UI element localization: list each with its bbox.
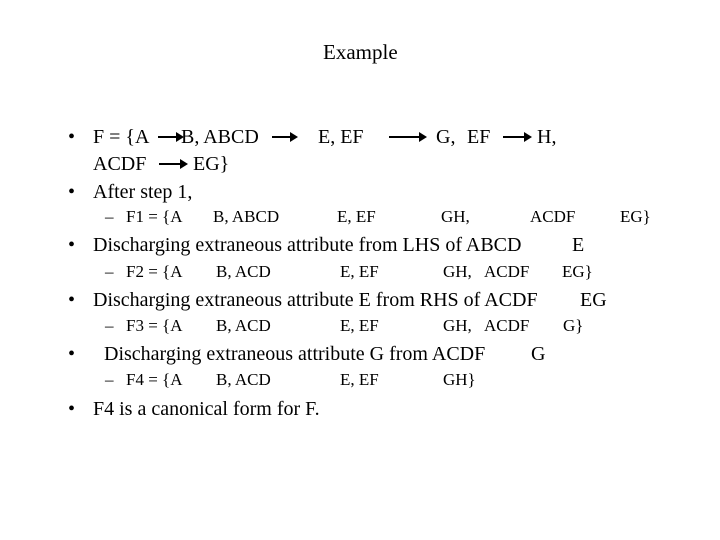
fd-text: GH, [443, 262, 472, 281]
slide-title: Example [323, 40, 398, 64]
dash-marker: – [105, 370, 114, 389]
step-text: Discharging extraneous attribute from LHS of ABCD [93, 234, 522, 256]
bullet-marker: • [68, 398, 76, 420]
fd-text: EG} [620, 207, 651, 226]
arrow-icon [159, 163, 182, 165]
fd-text: B, ACD [216, 370, 271, 389]
fd-text: E, EF [318, 126, 364, 148]
fd-text: ACDF [484, 316, 530, 335]
fd-text: F3 = {A [126, 316, 183, 335]
dash-marker: – [105, 262, 114, 281]
bullet-marker: • [68, 343, 76, 365]
fd-text: B, ACD [216, 262, 271, 281]
arrow-icon [272, 136, 292, 138]
fd-text: B, ABCD [213, 207, 280, 226]
fd-text: B, ACD [216, 316, 271, 335]
fd-text: EG} [562, 262, 593, 281]
step-text: Discharging extraneous attribute E from RHS of ACDF [93, 289, 538, 311]
fd-text: G} [563, 316, 584, 335]
fd-text: E, EF [337, 207, 376, 226]
fd-text: F1 = {A [126, 207, 183, 226]
fd-text: ACDF [484, 262, 530, 281]
fd-text: F = {A [93, 126, 150, 148]
fd-text: B, ABCD [181, 126, 259, 148]
dash-marker: – [105, 207, 114, 226]
fd-text: F2 = {A [126, 262, 183, 281]
fd-text: GH} [443, 370, 476, 389]
step-text: Discharging extraneous attribute G from ACDF [104, 343, 486, 365]
bullet-marker: • [68, 234, 76, 256]
bullet-marker: • [68, 126, 76, 148]
fd-text: ACDF [530, 207, 576, 226]
arrow-icon [158, 136, 178, 138]
fd-text: E, EF [340, 316, 379, 335]
step-text: After step 1, [93, 181, 193, 203]
fd-text: EG [580, 289, 607, 311]
fd-text: EF [467, 126, 491, 148]
dash-marker: – [105, 316, 114, 335]
fd-text: E [572, 234, 585, 256]
fd-text: G, [436, 126, 456, 148]
fd-text: G [531, 343, 546, 365]
fd-text: E, EF [340, 262, 379, 281]
bullet-marker: • [68, 289, 76, 311]
bullet-marker: • [68, 181, 76, 203]
fd-text: GH, [441, 207, 470, 226]
fd-text: E, EF [340, 370, 379, 389]
fd-text: ACDF [93, 153, 147, 175]
arrow-icon [503, 136, 526, 138]
conclusion-text: F4 is a canonical form for F. [93, 398, 320, 420]
fd-text: EG} [193, 153, 230, 175]
fd-text: H, [537, 126, 557, 148]
arrow-icon [389, 136, 421, 138]
fd-text: F4 = {A [126, 370, 183, 389]
fd-text: GH, [443, 316, 472, 335]
